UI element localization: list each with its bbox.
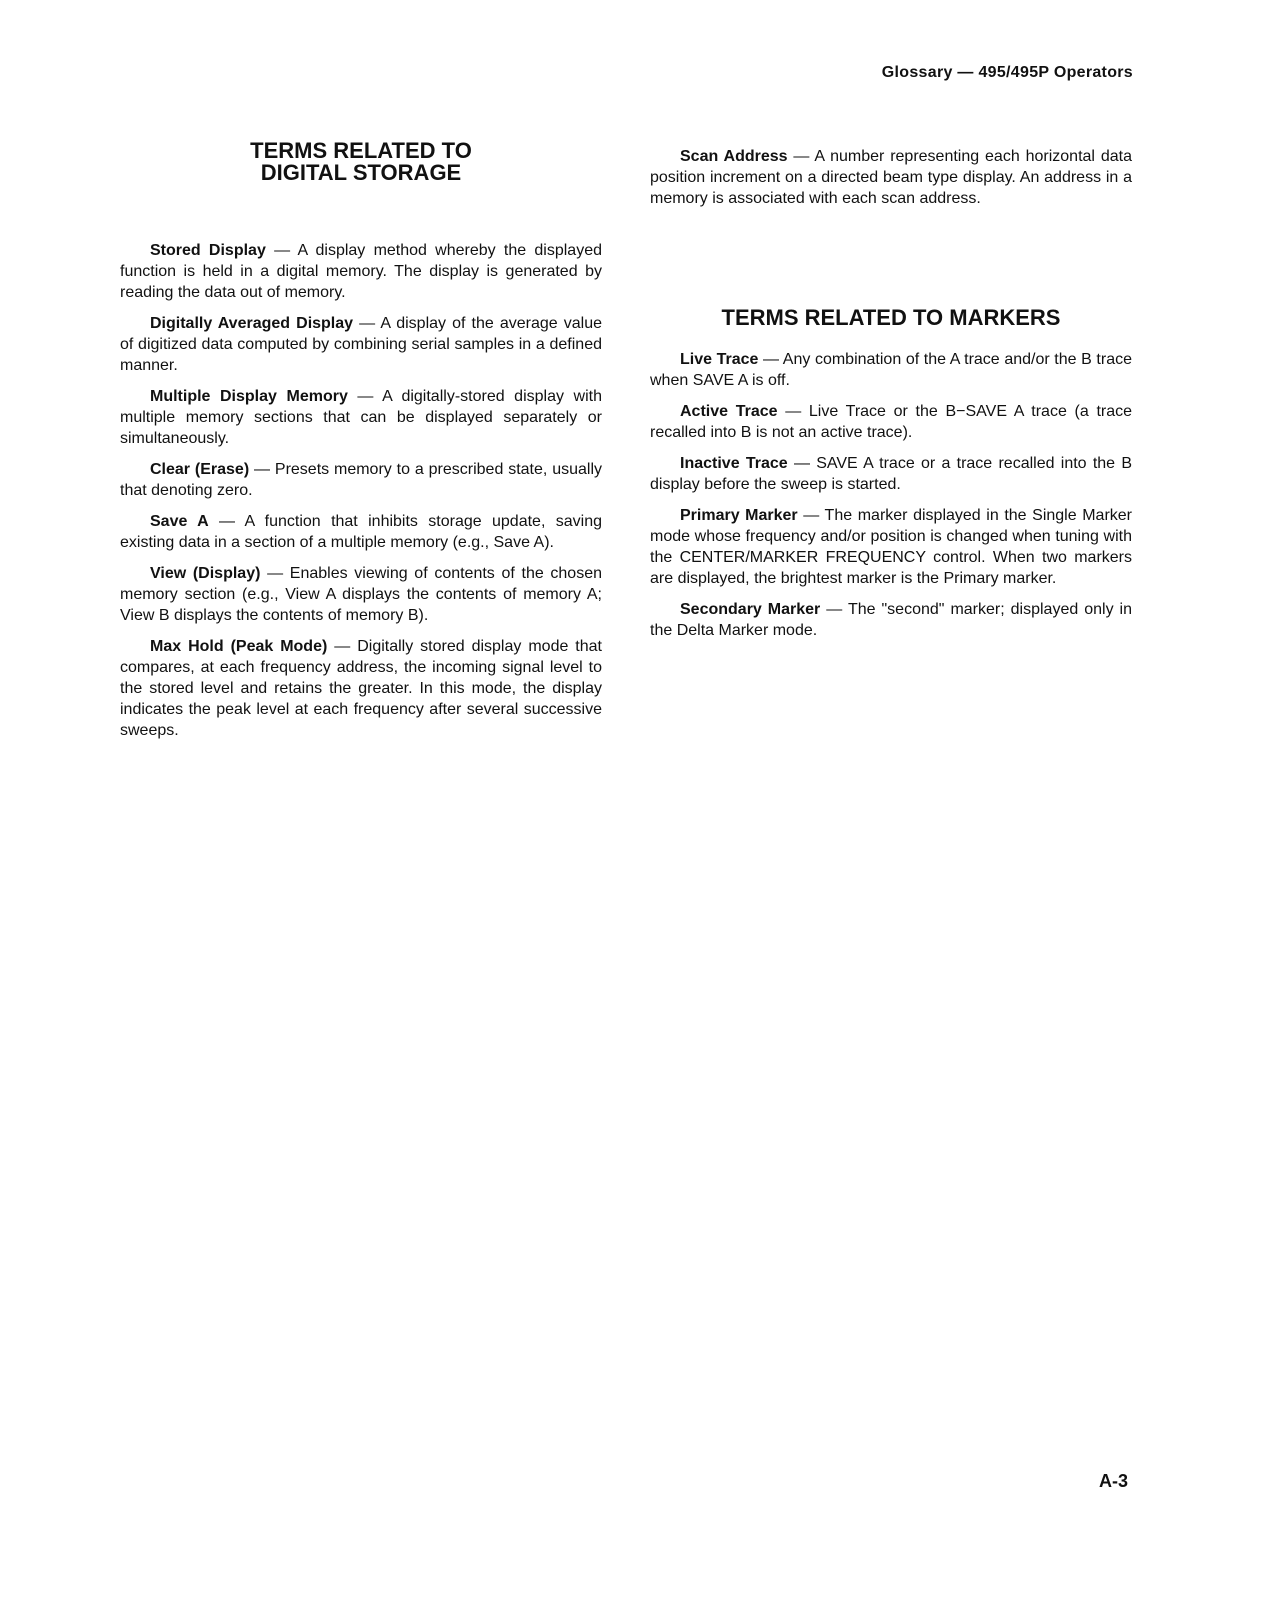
- glossary-definition: — The "second" marker; displayed only in the Delta Marker mode.: [650, 601, 1133, 639]
- glossary-term: Secondary Marker: [680, 601, 821, 618]
- glossary-term: Digitally Averaged Display: [150, 315, 354, 332]
- glossary-entry-inactive-trace: [650, 453, 1132, 495]
- glossary-definition: — SAVE A trace or a trace recalled into the B display before the sweep is started.: [650, 455, 1133, 493]
- glossary-definition: — The marker displayed in the Single Marker mode whose frequency and/or position is changed when tuning with the CENTER/MARKER FREQUENCY control. When two markers are displayed, the brightest marker is the Primary marker.: [650, 507, 1133, 587]
- running-head: Glossary — 495/495P Operators: [881, 64, 1133, 81]
- glossary-term: Active Trace: [680, 403, 778, 420]
- glossary-definition: — Any combination of the A trace and/or the B trace when SAVE A is off.: [650, 351, 1132, 389]
- glossary-term: Stored Display: [150, 242, 266, 259]
- glossary-entry-save-a: [120, 511, 602, 553]
- glossary-term: View (Display): [150, 565, 261, 582]
- glossary-entry-max-hold: [120, 636, 602, 741]
- glossary-term: Live Trace: [680, 351, 759, 368]
- section-title-markers: TERMS RELATED TO MARKERS: [721, 305, 1061, 330]
- glossary-term: Clear (Erase): [150, 461, 250, 478]
- glossary-entry-stored-display: [120, 240, 602, 303]
- page-number: A-3: [1098, 1471, 1128, 1491]
- glossary-definition: — Live Trace or the B−SAVE A trace (a trace recalled into B is not an active trace).: [650, 403, 1133, 441]
- glossary-entry-secondary-marker: [650, 599, 1132, 641]
- glossary-definition: — Presets memory to a prescribed state, usually that denoting zero.: [120, 461, 603, 499]
- glossary-entry-view-display: [120, 563, 602, 626]
- section-title-line-2: DIGITAL STORAGE: [260, 160, 462, 185]
- section-title-digital-storage: [120, 140, 602, 184]
- glossary-term: Primary Marker: [680, 507, 798, 524]
- glossary-definition: — A display method whereby the displayed function is held in a digital memory. The display is generated by reading the data out of memory.: [120, 242, 603, 301]
- glossary-definition: — A number representing each horizontal data position increment on a directed beam type display. An address in a memory is associated with each scan address.: [650, 148, 1132, 207]
- glossary-definition: — Digitally stored display mode that compares, at each frequency address, the incoming signal level to the stored level and retains the greater. In this mode, the display indicates the peak level at each frequency after several successive sweeps.: [120, 638, 602, 739]
- glossary-term: Inactive Trace: [680, 455, 788, 472]
- glossary-term: Max Hold (Peak Mode): [150, 638, 328, 655]
- section-title-line-1: TERMS RELATED TO: [250, 138, 472, 163]
- left-column: [120, 140, 602, 751]
- glossary-definition: — A digitally-stored display with multiple memory sections that can be displayed separately or simultaneously.: [120, 388, 603, 447]
- glossary-definition: — A function that inhibits storage update, saving existing data in a section of a multiple memory (e.g., Save A).: [120, 513, 602, 551]
- glossary-definition: — Enables viewing of contents of the chosen memory section (e.g., View A displays the contents of memory A; View B displays the contents of memory B).: [120, 565, 603, 624]
- glossary-term: Save A: [150, 513, 209, 530]
- glossary-term: Multiple Display Memory: [150, 388, 348, 405]
- glossary-entry-scan-address: [650, 146, 1132, 209]
- glossary-entry-digitally-averaged-display: [120, 313, 602, 376]
- glossary-entry-active-trace: [650, 401, 1132, 443]
- glossary-definition: — A display of the average value of digitized data computed by combining serial samples in a defined manner.: [120, 315, 603, 374]
- glossary-entry-multiple-display-memory: [120, 386, 602, 449]
- glossary-entry-clear-erase: [120, 459, 602, 501]
- glossary-entry-live-trace: [650, 349, 1132, 391]
- glossary-term: Scan Address: [680, 148, 788, 165]
- glossary-entry-primary-marker: [650, 505, 1132, 589]
- right-column: [650, 140, 1132, 651]
